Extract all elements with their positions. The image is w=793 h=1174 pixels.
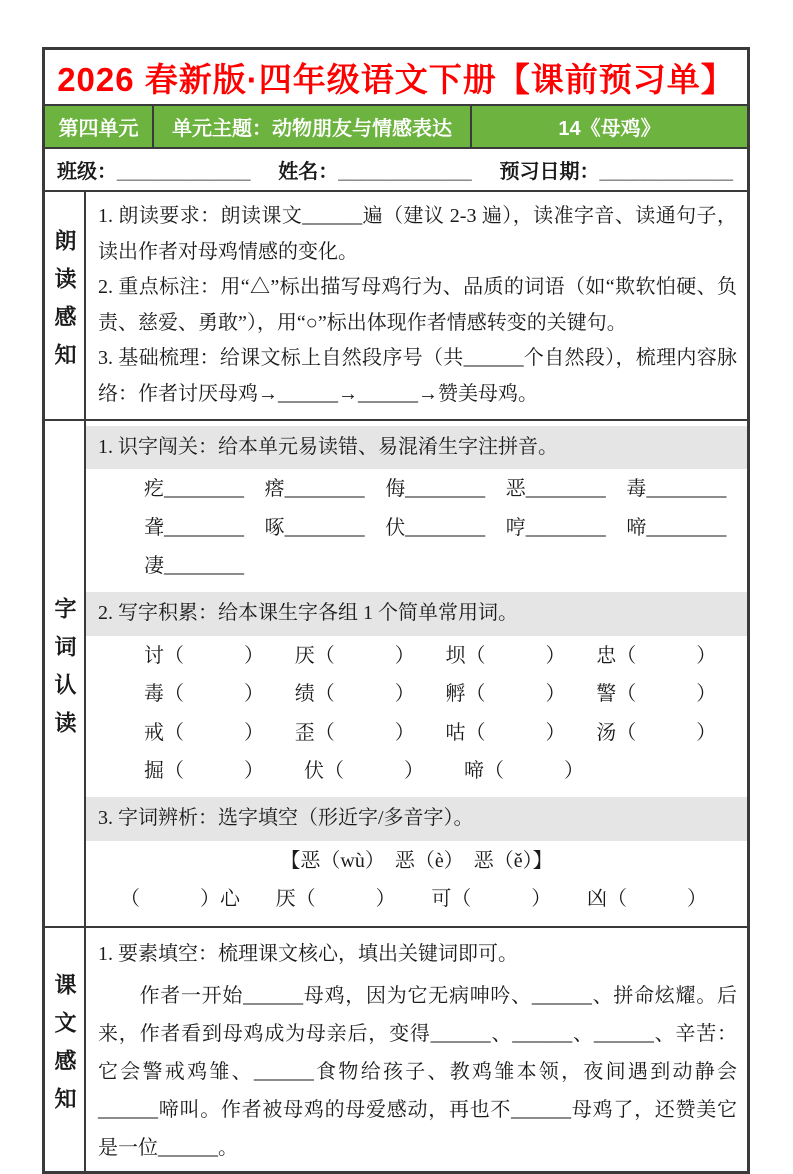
pinyin-item: 侮________ <box>385 478 486 501</box>
unit-number: 第四单元 <box>45 106 154 147</box>
reading-item-1: 1. 朗读要求：朗读课文______遍（建议 2-3 遍），读准字音、读通句子，读出作者对母鸡情感的变化。 <box>98 205 737 263</box>
comprehension-paragraph: 作者一开始______母鸡，因为它无病呻吟、______、拼命炫耀。后来，作者看到母鸡成为母亲后，变得______、______、______、辛苦：它会警戒鸡雏、______食物给孩子、教鸡雏本领，夜间遇到动静会______啼叫。作者被母鸡的母爱感动，再也不______母鸡了，还赞美它是一位______。 <box>98 984 737 1159</box>
page-title: 2026 春新版·四年级语文下册【课前预习单】 <box>57 60 735 98</box>
write-row-2 <box>86 677 747 713</box>
pinyin-row-1 <box>86 472 747 508</box>
write-item: 毒（ ） <box>144 683 264 706</box>
pinyin-item: 疙________ <box>144 478 244 501</box>
reading-item-3: 3. 基础梳理：给课文标上自然段序号（共______个自然段），梳理内容脉络：作者讨厌母鸡→______→______→赞美母鸡。 <box>98 347 737 405</box>
bianxi-fill-item: （ ）心 <box>120 888 240 911</box>
section-reading <box>45 192 747 421</box>
section-words <box>45 421 747 928</box>
bianxi-fill-item: 可（ ） <box>431 888 552 911</box>
pinyin-item: 啄________ <box>264 516 365 539</box>
name-field: 姓名：____________ <box>278 161 472 183</box>
write-row-4 <box>86 754 747 790</box>
write-item: 警（ ） <box>596 683 717 706</box>
bianxi-fill-item: 厌（ ） <box>275 888 396 911</box>
write-item: 啼（ ） <box>464 760 584 783</box>
bianxi-fill-row <box>86 882 747 924</box>
pinyin-item: 瘩________ <box>264 478 365 501</box>
section-words-label-col <box>45 421 86 926</box>
write-item: 忠（ ） <box>596 644 717 667</box>
write-item: 掘（ ） <box>144 760 264 783</box>
pinyin-item: 聋________ <box>144 516 244 539</box>
reading-item-2: 2. 重点标注：用“△”标出描写母鸡行为、品质的词语（如“欺软怕硬、负责、慈爱、勇敢”），用“○”标出体现作者情感转变的关键句。 <box>98 276 737 334</box>
unit-theme: 单元主题：动物朋友与情感表达 <box>154 106 472 147</box>
unit-bar <box>45 106 747 149</box>
title-row <box>45 50 747 106</box>
bianxi-options: 【恶（wù） 恶（è） 恶（ě）】 <box>280 849 553 872</box>
student-info-row <box>45 149 747 192</box>
section-reading-label-col <box>45 192 86 419</box>
bianxi-fill-item: 凶（ ） <box>586 888 707 911</box>
write-item: 伏（ ） <box>304 760 424 783</box>
pinyin-item: 伏________ <box>385 516 486 539</box>
section-words-content <box>86 421 747 926</box>
pinyin-item: 毒________ <box>626 478 727 501</box>
write-item: 汤（ ） <box>596 721 717 744</box>
write-item: 歪（ ） <box>294 721 415 744</box>
bianxi-subheader: 3. 字词辨析：选字填空（形近字/多音字）。 <box>86 797 747 841</box>
pinyin-subheader: 1. 识字闯关：给本单元易读错、易混淆生字注拼音。 <box>86 426 747 470</box>
write-item: 讨（ ） <box>144 644 264 667</box>
date-field: 预习日期：____________ <box>499 161 733 183</box>
pinyin-item: 凄________ <box>144 555 244 578</box>
write-item: 咕（ ） <box>445 721 566 744</box>
section-comprehension-label-col <box>45 928 86 1171</box>
section-comprehension-content <box>86 928 747 1171</box>
comprehension-header: 1. 要素填空：梳理课文核心，填出关键词即可。 <box>98 942 518 965</box>
write-item: 孵（ ） <box>445 683 566 706</box>
write-item: 厌（ ） <box>294 644 415 667</box>
pinyin-item: 啼________ <box>626 516 727 539</box>
class-field: 班级：____________ <box>57 161 251 183</box>
pinyin-row-3 <box>86 549 747 585</box>
write-item: 坝（ ） <box>445 644 566 667</box>
write-subheader: 2. 写字积累：给本课生字各组 1 个简单常用词。 <box>86 592 747 636</box>
pinyin-row-2 <box>86 511 747 547</box>
write-item: 戒（ ） <box>144 721 264 744</box>
section-comprehension-label: 课文感知 <box>52 973 77 1126</box>
lesson-title: 14《母鸡》 <box>558 118 661 140</box>
section-words-label: 字词认读 <box>52 597 77 750</box>
section-reading-label: 朗读感知 <box>52 229 77 382</box>
section-reading-content <box>86 192 747 419</box>
write-item: 绩（ ） <box>294 683 415 706</box>
write-row-1 <box>86 639 747 675</box>
pinyin-item: 哼________ <box>505 516 606 539</box>
worksheet <box>42 47 750 1174</box>
write-row-3 <box>86 716 747 752</box>
pinyin-item: 恶________ <box>505 478 606 501</box>
section-comprehension <box>45 928 747 1171</box>
